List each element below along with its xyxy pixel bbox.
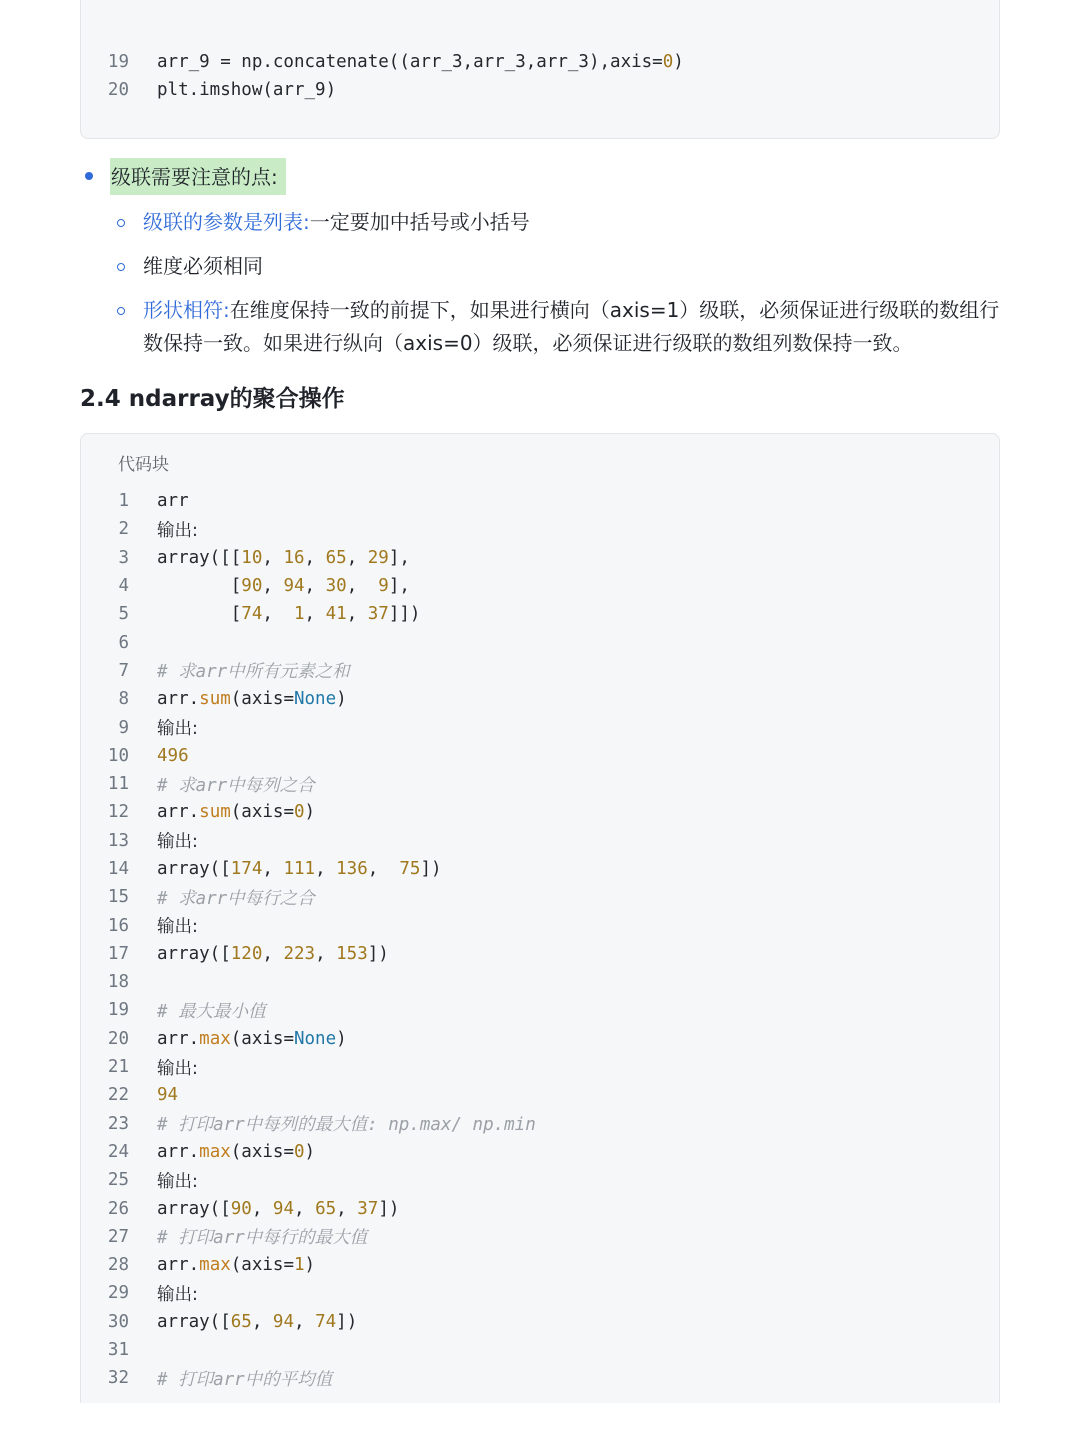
code-line bbox=[81, 1025, 999, 1053]
line-number: 15 bbox=[107, 887, 129, 908]
code-text: 输出: bbox=[157, 832, 198, 853]
line-number: 28 bbox=[107, 1255, 129, 1276]
code-text: 输出: bbox=[157, 917, 198, 938]
code-text: [90, 94, 30, 9], bbox=[157, 576, 410, 597]
code-lines bbox=[81, 487, 999, 1393]
line-number: 30 bbox=[107, 1311, 129, 1332]
note-item-shape bbox=[143, 294, 1003, 360]
note-lead: 级联的参数是列表: bbox=[143, 210, 310, 234]
line-number: 3 bbox=[118, 547, 129, 568]
code-text: # 打印arr中每列的最大值: np.max/ np.min bbox=[157, 1115, 536, 1136]
section-heading: 2.4 ndarray的聚合操作 bbox=[80, 386, 345, 412]
note-item-params bbox=[143, 206, 1000, 239]
code-text: 输出: bbox=[157, 1284, 198, 1305]
code-line bbox=[81, 515, 999, 543]
code-text: # 打印arr中的平均值 bbox=[157, 1369, 333, 1390]
code-line bbox=[81, 940, 999, 968]
code-line bbox=[81, 1308, 999, 1336]
code-line bbox=[81, 1336, 999, 1364]
code-text: 输出: bbox=[157, 719, 198, 740]
line-number: 7 bbox=[118, 660, 129, 681]
code-text: array([65, 94, 74]) bbox=[157, 1311, 358, 1332]
code-line bbox=[81, 600, 999, 628]
code-text: array([174, 111, 136, 75]) bbox=[157, 859, 442, 879]
concat-notes bbox=[80, 156, 1000, 360]
code-line bbox=[81, 1166, 999, 1194]
sub-bullet-icon bbox=[117, 219, 125, 227]
line-number: 9 bbox=[118, 717, 129, 738]
note-item-dims bbox=[143, 250, 1000, 283]
bullet-dot-icon bbox=[85, 172, 93, 180]
line-number: 20 bbox=[107, 80, 129, 101]
line-number: 4 bbox=[118, 576, 129, 597]
line-number: 6 bbox=[118, 632, 129, 653]
line-number: 14 bbox=[107, 859, 129, 879]
line-number: 1 bbox=[118, 491, 129, 512]
line-number: 12 bbox=[107, 802, 129, 823]
code-block[interactable] bbox=[80, 433, 1000, 1403]
code-text: arr.sum(axis=0) bbox=[157, 802, 316, 823]
code-line bbox=[81, 76, 999, 104]
code-text: array([120, 223, 153]) bbox=[157, 943, 389, 964]
code-text: # 求arr中所有元素之和 bbox=[157, 662, 350, 683]
code-text: # 求arr中每列之合 bbox=[157, 775, 315, 796]
line-number: 25 bbox=[107, 1170, 129, 1191]
code-text: arr bbox=[157, 491, 189, 512]
code-text: arr.max(axis=0) bbox=[157, 1141, 316, 1162]
code-text: 输出: bbox=[157, 1058, 198, 1079]
line-number: 8 bbox=[118, 689, 129, 710]
line-number: 21 bbox=[107, 1057, 129, 1078]
code-text: # 打印arr中每行的最大值 bbox=[157, 1228, 368, 1249]
code-text: arr.max(axis=None) bbox=[157, 1028, 347, 1049]
line-number: 24 bbox=[107, 1141, 129, 1162]
code-line bbox=[81, 628, 999, 656]
code-text: 输出: bbox=[157, 520, 198, 541]
line-number: 31 bbox=[107, 1340, 129, 1361]
code-line bbox=[81, 770, 999, 798]
code-line bbox=[81, 1279, 999, 1307]
line-number: 11 bbox=[107, 774, 129, 795]
code-line bbox=[81, 883, 999, 911]
line-number: 19 bbox=[107, 1000, 129, 1021]
code-text: array([[10, 16, 65, 29], bbox=[157, 547, 410, 568]
code-text: 94 bbox=[157, 1085, 179, 1106]
line-number: 19 bbox=[107, 52, 129, 73]
code-line bbox=[81, 1194, 999, 1222]
code-line bbox=[81, 685, 999, 713]
line-number: 13 bbox=[107, 830, 129, 851]
code-line bbox=[81, 1138, 999, 1166]
note-main-text: 级联需要注意的点: bbox=[110, 158, 286, 195]
code-text: 496 bbox=[157, 745, 189, 766]
line-number: 27 bbox=[107, 1226, 129, 1247]
code-line bbox=[81, 1251, 999, 1279]
note-main bbox=[80, 156, 1000, 196]
code-line bbox=[81, 572, 999, 600]
code-line bbox=[81, 798, 999, 826]
line-number: 20 bbox=[107, 1028, 129, 1049]
code-text: # 最大最小值 bbox=[157, 1001, 266, 1022]
line-number: 32 bbox=[107, 1368, 129, 1389]
code-block-previous bbox=[80, 0, 1000, 139]
code-line bbox=[81, 968, 999, 996]
code-line bbox=[81, 1081, 999, 1109]
code-line bbox=[81, 1364, 999, 1392]
code-line bbox=[81, 996, 999, 1024]
code-line bbox=[81, 855, 999, 883]
code-line bbox=[81, 487, 999, 515]
note-text: 在维度保持一致的前提下，如果进行横向（axis=1）级联，必须保证进行级联的数组行数保持一致。如果进行纵向（axis=0）级联，必须保证进行级联的数组列数保持一致。 bbox=[143, 298, 1000, 355]
line-number: 18 bbox=[107, 972, 129, 993]
code-line bbox=[81, 742, 999, 770]
code-line bbox=[81, 544, 999, 572]
code-text: arr_9 = np.concatenate((arr_3,arr_3,arr_3),axis=0) bbox=[157, 52, 684, 73]
code-text: # 求arr中每行之合 bbox=[157, 888, 315, 909]
code-line bbox=[81, 657, 999, 685]
code-line bbox=[81, 1053, 999, 1081]
code-line bbox=[81, 911, 999, 939]
code-text: [74, 1, 41, 37]]) bbox=[157, 604, 421, 625]
code-text: arr.max(axis=1) bbox=[157, 1255, 316, 1276]
code-lines bbox=[81, 48, 999, 105]
note-text: 一定要加中括号或小括号 bbox=[309, 210, 530, 234]
line-number: 2 bbox=[118, 519, 129, 540]
line-number: 29 bbox=[107, 1283, 129, 1304]
code-text: 输出: bbox=[157, 1171, 198, 1192]
code-line bbox=[81, 827, 999, 855]
sub-bullet-icon bbox=[117, 307, 125, 315]
code-text: array([90, 94, 65, 37]) bbox=[157, 1198, 400, 1219]
note-text: 维度必须相同 bbox=[143, 254, 263, 278]
line-number: 16 bbox=[107, 915, 129, 936]
code-line bbox=[81, 48, 999, 76]
line-number: 26 bbox=[107, 1198, 129, 1219]
code-line bbox=[81, 1110, 999, 1138]
code-text: arr.sum(axis=None) bbox=[157, 689, 347, 710]
code-line bbox=[81, 1223, 999, 1251]
sub-bullet-icon bbox=[117, 263, 125, 271]
code-block-label: 代码块 bbox=[118, 455, 169, 475]
code-line bbox=[81, 713, 999, 741]
line-number: 5 bbox=[118, 604, 129, 625]
note-lead: 形状相符: bbox=[143, 298, 230, 322]
line-number: 22 bbox=[107, 1085, 129, 1106]
line-number: 17 bbox=[107, 943, 129, 964]
line-number: 23 bbox=[107, 1113, 129, 1134]
line-number: 10 bbox=[107, 745, 129, 766]
code-text: plt.imshow(arr_9) bbox=[157, 80, 337, 101]
